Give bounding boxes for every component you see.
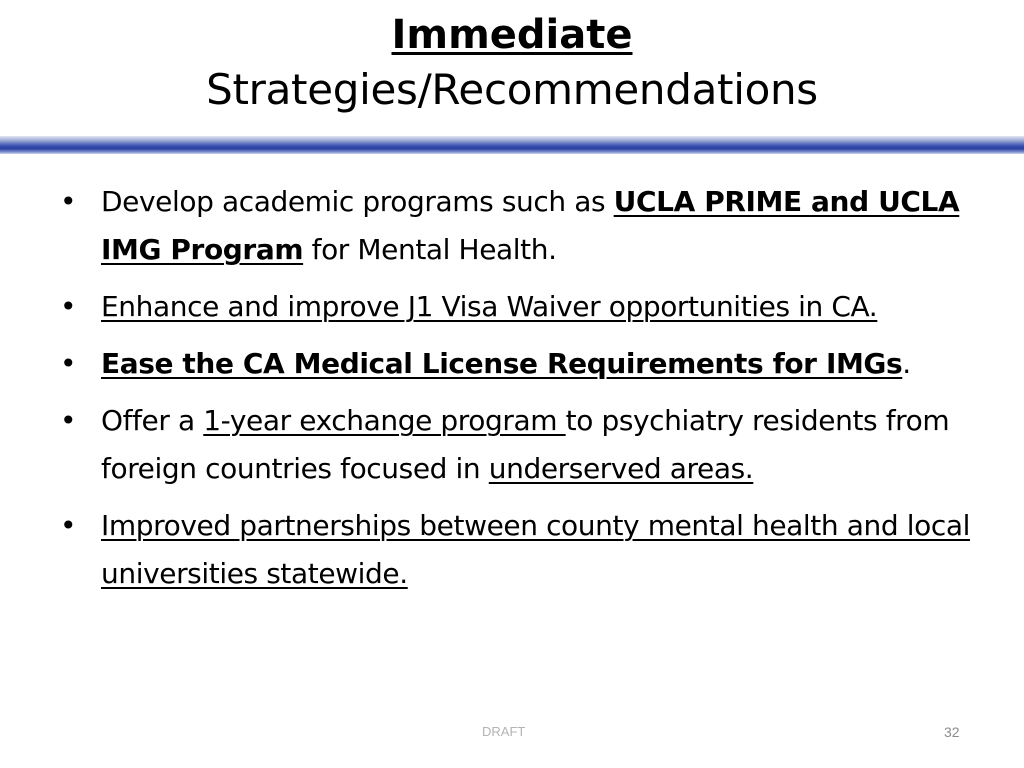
slide-title [0, 6, 1024, 116]
bullet-marker: • [60, 290, 77, 323]
title-line-immediate: Immediate [391, 12, 633, 58]
bullet-text-underlined: underserved areas. [488, 452, 754, 485]
bullet-item-j1-visa [60, 283, 980, 331]
title-divider-bar [0, 136, 1024, 154]
bullet-text: Offer a [101, 404, 204, 437]
bullet-text-emphasis: Ease the CA Medical License Requirements for IMGs [101, 347, 903, 380]
bullet-item-medical-license [60, 340, 980, 388]
bullet-text: for Mental Health. [303, 233, 557, 266]
bullet-marker: • [60, 347, 77, 380]
bullet-marker: • [60, 185, 77, 218]
bullet-marker: • [60, 404, 77, 437]
bullet-text-underlined: Improved partnerships between county mental health and local universities statewide. [101, 509, 970, 590]
bullet-item-exchange-program [60, 397, 980, 493]
bullet-text: to psychiatry residents from foreign countries focused in [101, 404, 950, 485]
bullet-item-academic-programs [60, 178, 980, 274]
bullet-item-partnerships [60, 502, 980, 598]
bullet-text: . [902, 347, 911, 380]
bullet-marker: • [60, 509, 77, 542]
bullet-text-underlined: 1-year exchange program [203, 404, 566, 437]
bullet-list [60, 178, 980, 607]
slide-page-number: 32 [944, 724, 960, 740]
bullet-text-underlined: Enhance and improve J1 Visa Waiver opportunities in CA. [101, 290, 878, 323]
title-line-strategies: Strategies/Recommendations [206, 65, 818, 114]
bullet-text-emphasis: UCLA PRIME and UCLA IMG Program [101, 185, 960, 266]
bullet-text: Develop academic programs such as [101, 185, 614, 218]
footer-draft-label: DRAFT [482, 724, 526, 739]
